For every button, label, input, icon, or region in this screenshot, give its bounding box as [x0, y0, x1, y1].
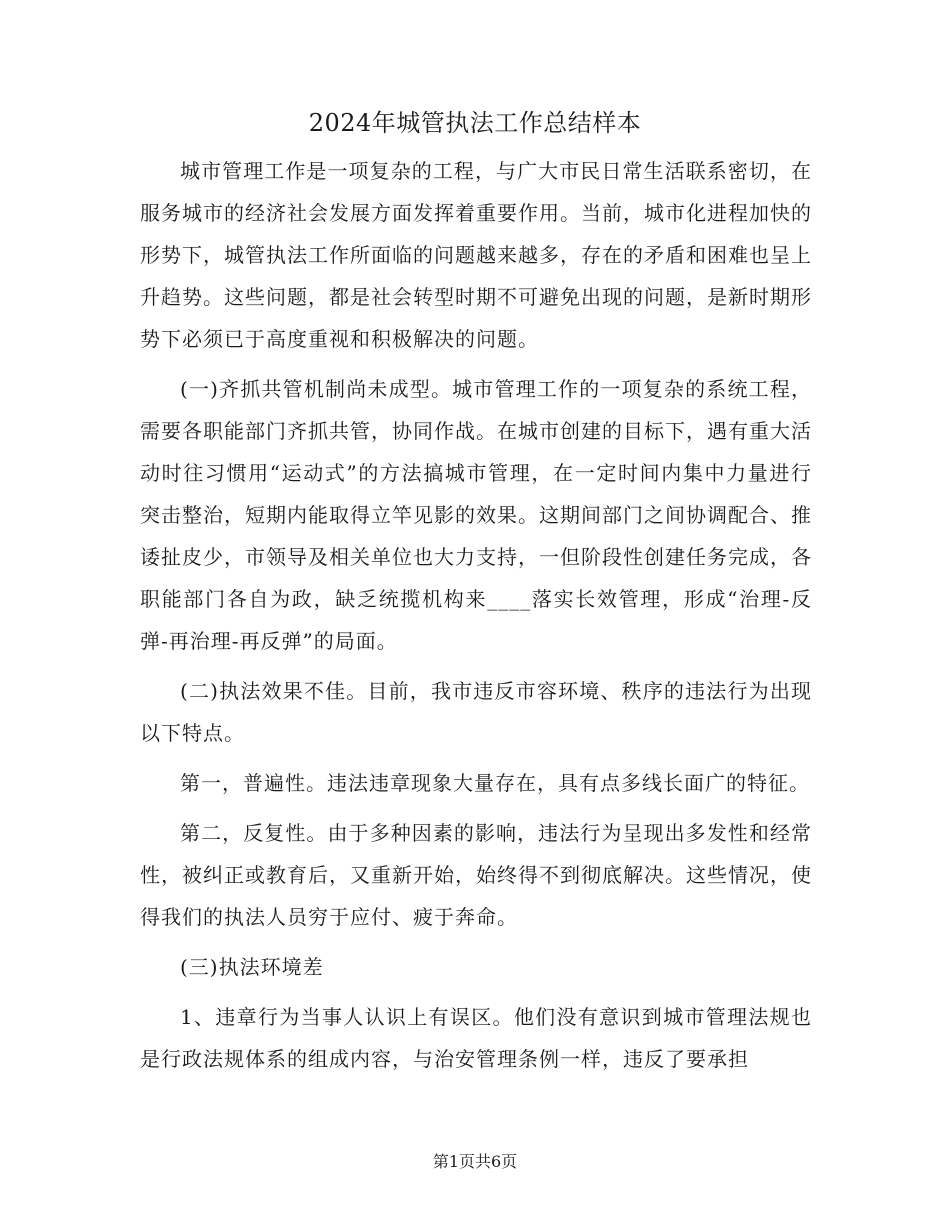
- document-title: 2024年城管执法工作总结样本: [308, 109, 642, 137]
- paragraph-point-2: 第二，反复性。由于多种因素的影响，违法行为呈现出多发性和经常性，被纠正或教育后，又重新开始，始终得不到彻底解决。这些情况，使得我们的执法人员穷于应付、疲于奔命。: [140, 821, 812, 929]
- paragraph-item-1: 1、违章行为当事人认识上有误区。他们没有意识到城市管理法规也是行政法规体系的组成内容，与治安管理条例一样，违反了要承担: [140, 1005, 812, 1071]
- document-body: [140, 150, 812, 1080]
- page-number: 第1页共6页: [432, 1152, 518, 1171]
- paragraph-intro: 城市管理工作是一项复杂的工程，与广大市民日常生活联系密切，在服务城市的经济社会发展方面发挥着重要作用。当前，城市化进程加快的形势下，城管执法工作所面临的问题越来越多，存在的矛盾和困难也呈上升趋势。这些问题，都是社会转型时期不可避免出现的问题，是新时期形势下必须已于高度重视和积极解决的问题。: [140, 159, 812, 351]
- paragraph-section-1: (一)齐抓共管机制尚未成型。城市管理工作的一项复杂的系统工程，需要各职能部门齐抓共管，协同作战。在城市创建的目标下，遇有重大活动时往习惯用“运动式”的方法搞城市管理，在一定时间内集中力量进行突击整治，短期内能取得立竿见影的效果。这期间部门之间协调配合、推诿扯皮少，市领导及相关单位也大力支持，一但阶段性创建任务完成，各职能部门各自为政，缺乏统揽机构来____落实长效管理，形成“治理-反弹-再治理-再反弹”的局面。: [140, 377, 812, 653]
- paragraph-section-3: (三)执法环境差: [180, 955, 324, 979]
- paragraph-section-2: (二)执法效果不佳。目前，我市违反市容环境、秩序的违法行为出现以下特点。: [140, 679, 812, 745]
- paragraph-point-1: 第一，普遍性。违法违章现象大量存在，具有点多线长面广的特征。: [180, 771, 810, 795]
